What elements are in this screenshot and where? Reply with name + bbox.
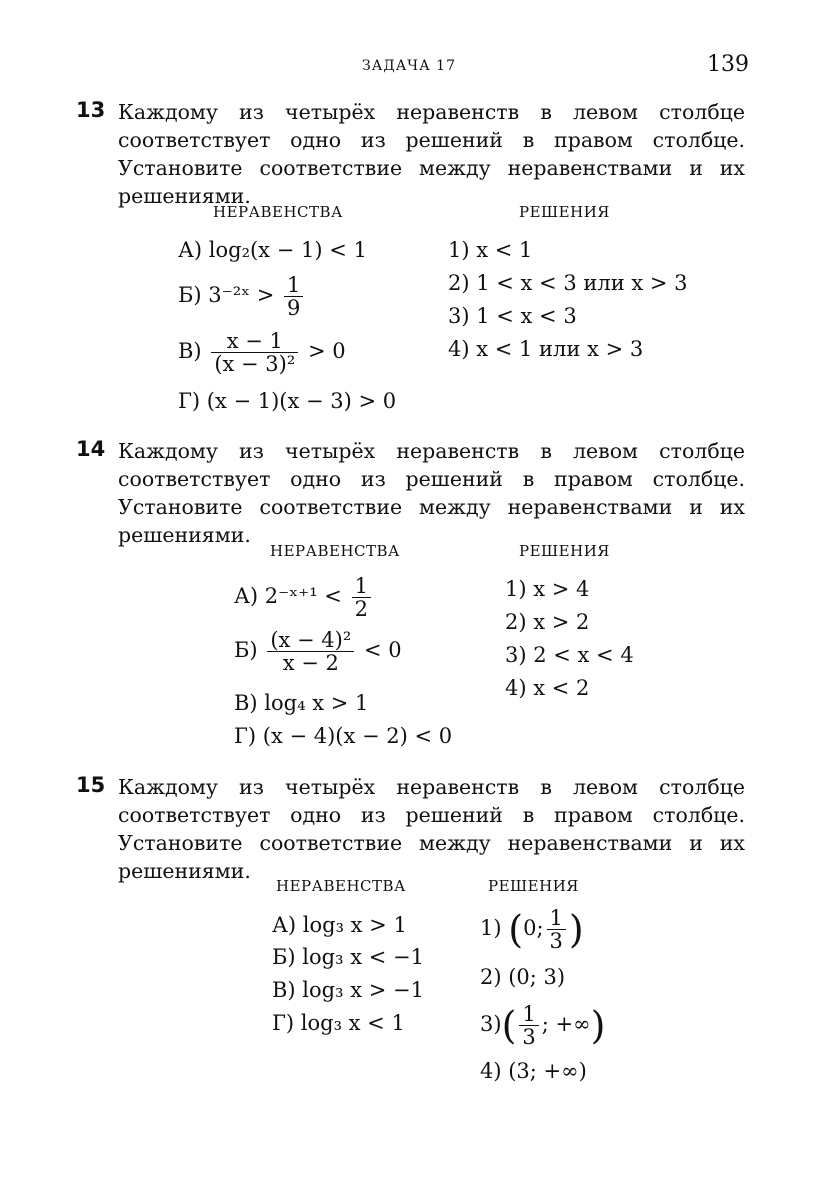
solution-4: 4) (3; +∞) (480, 1059, 587, 1083)
solutions-header: РЕШЕНИЯ (519, 542, 610, 560)
solution-2: 2) x > 2 (505, 610, 590, 634)
fraction (267, 629, 354, 674)
fraction-denominator: 9 (287, 296, 301, 320)
fraction-denominator: 2 (354, 597, 368, 621)
fraction-numerator: (x − 4)² (267, 629, 354, 652)
inequalities-header: НЕРАВЕНСТВА (270, 542, 400, 560)
inequality-b-tail: < 0 (363, 638, 402, 662)
solution-3-suffix: ; +∞ (541, 1012, 591, 1036)
solution-1: 1) x > 4 (505, 577, 590, 601)
solution-3: 3) 1 < x < 3 (448, 304, 577, 328)
solution-2: 2) 1 < x < 3 или x > 3 (448, 271, 688, 295)
solution-4: 4) x < 2 (505, 676, 590, 700)
fraction-numerator: 1 (519, 1003, 538, 1026)
solution-1 (480, 907, 584, 952)
inequality-b (234, 629, 402, 674)
solution-1-label: 1) (480, 916, 502, 940)
inequality-b-label: Б) (234, 638, 258, 662)
inequality-c-tail: > 0 (307, 339, 346, 363)
solution-2: 2) (0; 3) (480, 965, 566, 989)
fraction (211, 330, 298, 375)
solution-3: 3) 2 < x < 4 (505, 643, 634, 667)
problem-number: 15 (76, 773, 106, 797)
inequality-d: Г) log₃ x < 1 (272, 1011, 405, 1035)
solutions-header: РЕШЕНИЯ (488, 877, 579, 895)
inequality-c: В) log₃ x > −1 (272, 978, 424, 1002)
problem-15 (76, 773, 746, 1103)
fraction-numerator: 1 (284, 274, 303, 297)
solutions-header: РЕШЕНИЯ (519, 203, 610, 221)
fraction-denominator: x − 2 (282, 651, 339, 675)
problem-number: 13 (76, 98, 106, 122)
inequalities-header: НЕРАВЕНСТВА (213, 203, 343, 221)
fraction (519, 1003, 538, 1048)
solution-3 (480, 1003, 605, 1048)
problem-number: 14 (76, 437, 106, 461)
problem-14 (76, 437, 746, 767)
fraction-denominator: (x − 3)² (214, 352, 296, 376)
solution-4: 4) x < 1 или x > 3 (448, 337, 644, 361)
fraction-denominator: 3 (522, 1025, 536, 1049)
left-paren: ( (501, 1003, 517, 1048)
fraction-numerator: 1 (547, 907, 566, 930)
fraction-denominator: 3 (549, 929, 563, 953)
fraction-numerator: 1 (352, 575, 371, 598)
inequality-c (178, 330, 346, 375)
solution-3-label: 3) (480, 1012, 502, 1036)
running-header: ЗАДАЧА 17 (362, 58, 456, 74)
fraction (284, 274, 303, 319)
fraction (352, 575, 371, 620)
problem-statement: Каждому из четырёх неравенств в левом столбце соответствует одно из решений в правом столбце. Установите соответствие между неравенствами и их решениями. (118, 100, 745, 208)
problem-statement: Каждому из четырёх неравенств в левом столбце соответствует одно из решений в правом столбце. Установите соответствие между неравенствами и их решениями. (118, 439, 745, 547)
solution-1-prefix: 0; (523, 916, 544, 940)
left-paren: ( (508, 907, 524, 952)
inequality-c-label: В) (178, 339, 202, 363)
inequality-a (234, 575, 374, 620)
inequality-a-label: А) 2⁻ˣ⁺¹ < (234, 584, 342, 608)
problem-statement: Каждому из четырёх неравенств в левом столбце соответствует одно из решений в правом столбце. Установите соответствие между неравенствами и их решениями. (118, 775, 745, 883)
right-paren: ) (590, 1003, 606, 1048)
inequality-d: Г) (x − 1)(x − 3) > 0 (178, 389, 397, 413)
inequality-a: А) log₂(x − 1) < 1 (178, 238, 367, 262)
fraction-numerator: x − 1 (211, 330, 298, 353)
problem-13 (76, 98, 746, 428)
inequality-b (178, 274, 306, 319)
inequality-b-label: Б) 3⁻²ˣ > (178, 283, 275, 307)
right-paren: ) (568, 907, 584, 952)
inequality-d: Г) (x − 4)(x − 2) < 0 (234, 724, 453, 748)
solution-1: 1) x < 1 (448, 238, 533, 262)
page-number: 139 (707, 52, 749, 77)
inequality-c: В) log₄ x > 1 (234, 691, 369, 715)
inequality-a: А) log₃ x > 1 (272, 913, 407, 937)
fraction (547, 907, 566, 952)
inequality-b: Б) log₃ x < −1 (272, 945, 424, 969)
inequalities-header: НЕРАВЕНСТВА (276, 877, 406, 895)
